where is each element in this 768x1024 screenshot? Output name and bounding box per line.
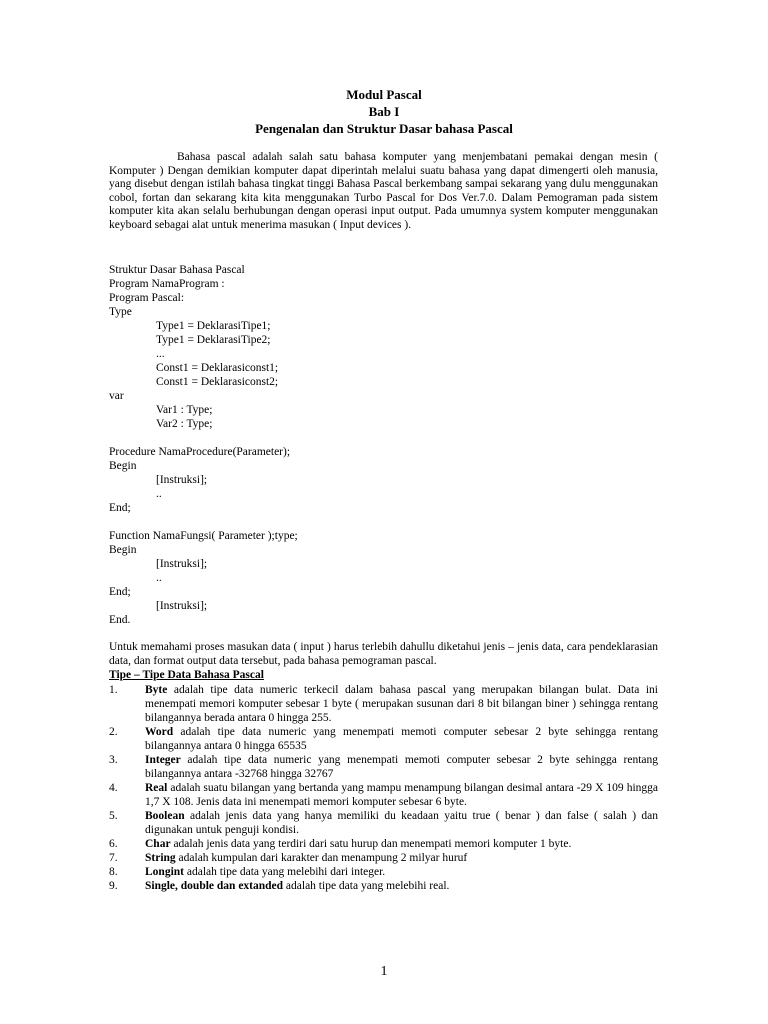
code-line: ... bbox=[156, 348, 165, 360]
datatypes-heading: Tipe – Tipe Data Bahasa Pascal bbox=[109, 669, 264, 681]
type-name: Integer bbox=[145, 754, 181, 766]
page-title: Pengenalan dan Struktur Dasar bahasa Pascal bbox=[255, 121, 513, 136]
list-item-number: 7. bbox=[109, 852, 118, 864]
type-name: Char bbox=[145, 838, 171, 850]
type-name: Boolean bbox=[145, 810, 185, 822]
code-line: Begin bbox=[109, 460, 137, 472]
code-line: Type bbox=[109, 306, 132, 318]
page-number: 1 bbox=[380, 964, 388, 979]
datatypes-intro: Untuk memahami proses masukan data ( input ) harus terlebih dahullu diketahui jenis – jenis data, cara pendeklarasian data, dan format output data tersebut, pada bahasa pemograman pascal. bbox=[109, 641, 658, 667]
code-line: [Instruksi]; bbox=[156, 600, 208, 612]
code-line: Var2 : Type; bbox=[156, 418, 213, 430]
list-item-number: 3. bbox=[109, 754, 118, 766]
code-line: Program NamaProgram : bbox=[109, 278, 225, 290]
type-description: adalah jenis data yang terdiri dari satu hurup dan menempati memori komputer 1 byte. bbox=[173, 838, 572, 850]
code-line: Type1 = DeklarasiTipe1; bbox=[156, 320, 271, 332]
type-description: adalah tipe data numeric yang menempati memoti computer sebesar 2 byte sehingga rentang bilangannya antara -32768 hingga 32767 bbox=[145, 754, 659, 780]
code-line: [Instruksi]; bbox=[156, 558, 208, 570]
list-item-number: 8. bbox=[109, 866, 118, 878]
intro-paragraph: Bahasa pascal adalah salah satu bahasa komputer yang menjembatani pemakai dengan mesin ( Komputer ) Dengan demikian komputer dapat diperintah melalui suatu bahasa yang dapat dimengerti oleh manusia, yang disebut dengan istilah bahasa tingkat tinggi Bahasa Pascal berkembang sampai sekarang yang dulu menggunakan cobol, fortan dan sekarang kita kita menggunakan Turbo Pascal for Dos Ver.7.0. Dalam Pemograman pada sistem komputer kita akan selalu berhubungan dengan operasi input output. Pada umumnya system komputer menggunakan keyboard sebagai alat untuk menerima masukan ( Input devices ). bbox=[109, 151, 658, 231]
list-item-number: 2. bbox=[109, 726, 118, 738]
code-line: Procedure NamaProcedure(Parameter); bbox=[109, 446, 291, 458]
code-line: End; bbox=[109, 586, 131, 598]
type-name: String bbox=[145, 852, 176, 864]
code-line: Type1 = DeklarasiTipe2; bbox=[156, 334, 271, 346]
code-line: [Instruksi]; bbox=[156, 474, 208, 486]
code-line: .. bbox=[156, 488, 162, 500]
code-line: Program Pascal: bbox=[109, 292, 185, 304]
code-line: Function NamaFungsi( Parameter );type; bbox=[109, 530, 298, 542]
code-line: .. bbox=[156, 572, 162, 584]
type-description: adalah suatu bilangan yang bertanda yang mampu menampung bilangan desimal antara -29 X 109 hingga 1,7 X 108. Jenis data ini menempati memori komputer sebesar 6 byte. bbox=[145, 782, 658, 808]
list-item-number: 6. bbox=[109, 838, 118, 850]
type-name: Longint bbox=[145, 866, 184, 878]
type-description: adalah tipe data yang melebihi dari integer. bbox=[186, 866, 386, 878]
type-description: adalah jenis data yang hanya memiliki du keadaan yaitu true ( benar ) dan false ( salah ) dan digunakan untuk penguji kondisi. bbox=[145, 810, 658, 836]
code-line: Begin bbox=[109, 544, 137, 556]
type-name: Byte bbox=[145, 684, 168, 696]
type-name: Real bbox=[145, 782, 168, 794]
type-description: adalah tipe data numeric yang menempati memoti computer sebesar 2 byte sehingga rentang bilangannya antara 0 hingga 65535 bbox=[145, 726, 658, 752]
code-line: Var1 : Type; bbox=[156, 404, 213, 416]
code-line: Const1 = Deklarasiconst2; bbox=[156, 376, 279, 388]
module-title: Modul Pascal bbox=[346, 87, 422, 102]
type-description: adalah kumpulan dari karakter dan menampung 2 milyar huruf bbox=[178, 852, 468, 864]
type-name: Word bbox=[145, 726, 174, 738]
list-item-number: 4. bbox=[109, 782, 118, 794]
list-item-number: 1. bbox=[109, 684, 118, 696]
structure-heading: Struktur Dasar Bahasa Pascal bbox=[109, 264, 245, 276]
list-item-number: 9. bbox=[109, 880, 118, 892]
code-line: End. bbox=[109, 614, 131, 626]
type-description: adalah tipe data numeric terkecil dalam bahasa pascal yang merupakan bilangan bulat. Data ini menempati memori komputer sebesar 1 byte ( merupakan susunan dari 8 bit bilangan biner ) sehingga rentang bilangannya berada antara 0 hingga 255. bbox=[145, 684, 658, 724]
code-line: End; bbox=[109, 502, 131, 514]
code-line: var bbox=[109, 390, 124, 402]
type-description: adalah tipe data yang melebihi real. bbox=[285, 880, 450, 892]
type-name: Single, double dan extanded bbox=[145, 880, 284, 892]
list-item-number: 5. bbox=[109, 810, 118, 822]
chapter-title: Bab I bbox=[368, 104, 400, 119]
code-line: Const1 = Deklarasiconst1; bbox=[156, 362, 279, 374]
